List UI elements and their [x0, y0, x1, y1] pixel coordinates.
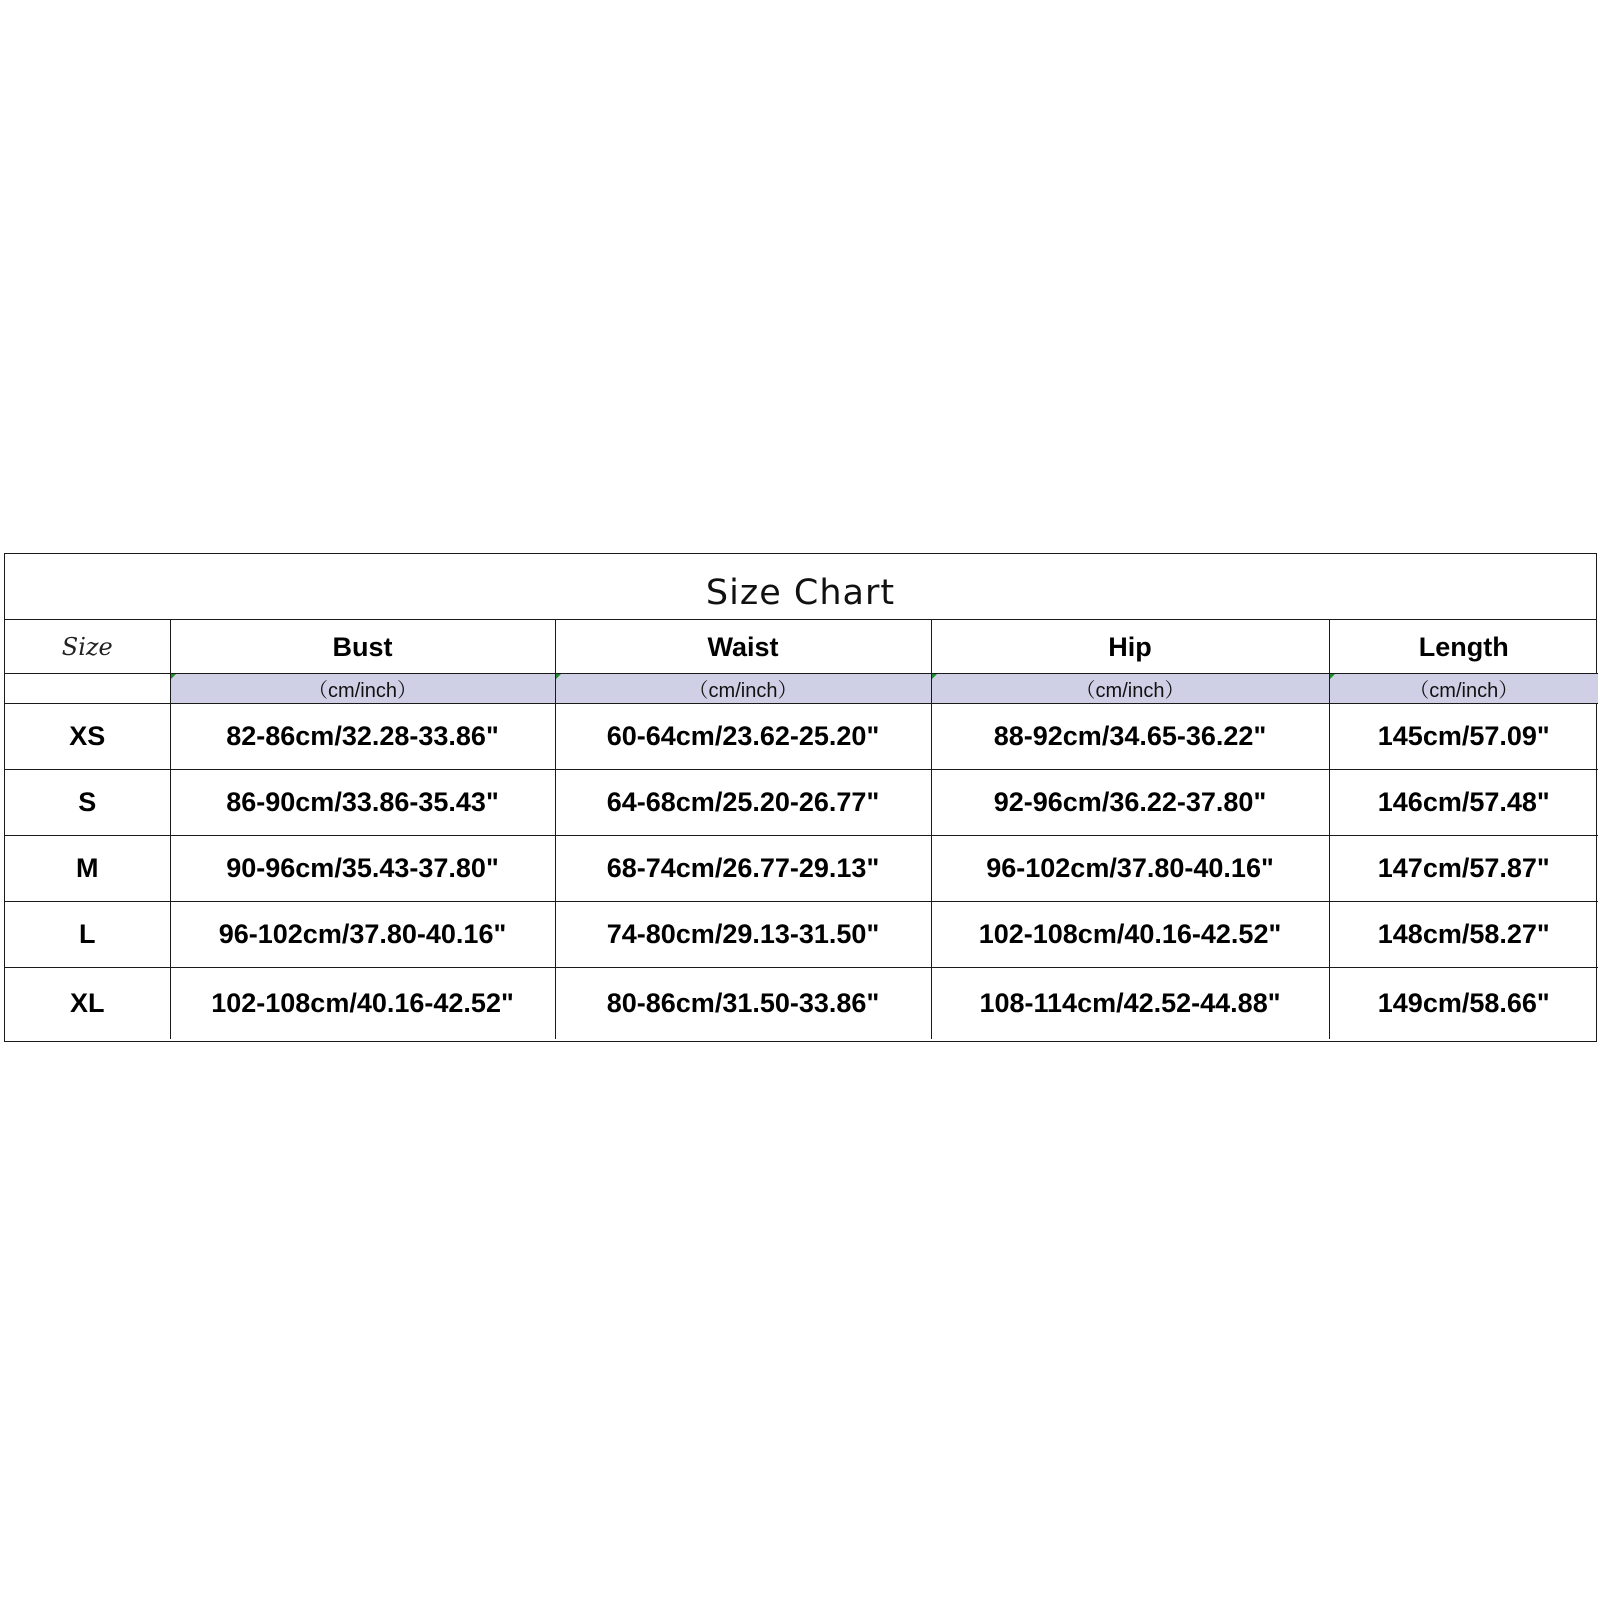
size-column-header: Size — [5, 620, 170, 673]
size-cell: XL — [5, 967, 170, 1039]
unit-row — [5, 673, 1598, 703]
size-cell: XS — [5, 703, 170, 769]
length-unit-cell — [1329, 673, 1598, 703]
table-row — [5, 967, 1598, 1039]
size-chart-table — [4, 553, 1597, 1042]
hip-cell: 92-96cm/36.22-37.80" — [931, 769, 1329, 835]
length-cell: 148cm/58.27" — [1329, 901, 1598, 967]
size-grid — [5, 620, 1598, 1039]
waist-cell: 60-64cm/23.62-25.20" — [555, 703, 931, 769]
length-cell: 145cm/57.09" — [1329, 703, 1598, 769]
size-cell: L — [5, 901, 170, 967]
table-row — [5, 769, 1598, 835]
corner-mark-icon — [932, 674, 937, 679]
length-column-header: Length — [1329, 620, 1598, 673]
corner-mark-icon — [171, 674, 176, 679]
length-cell: 149cm/58.66" — [1329, 967, 1598, 1039]
hip-cell: 102-108cm/40.16-42.52" — [931, 901, 1329, 967]
hip-unit-cell — [931, 673, 1329, 703]
table-row — [5, 703, 1598, 769]
hip-cell: 88-92cm/34.65-36.22" — [931, 703, 1329, 769]
waist-cell: 64-68cm/25.20-26.77" — [555, 769, 931, 835]
size-cell: M — [5, 835, 170, 901]
bust-unit-label: （cm/inch） — [308, 679, 417, 702]
length-unit-label: （cm/inch） — [1409, 679, 1519, 702]
bust-cell: 86-90cm/33.86-35.43" — [170, 769, 555, 835]
waist-cell: 68-74cm/26.77-29.13" — [555, 835, 931, 901]
size-cell: S — [5, 769, 170, 835]
unit-cell-blank — [5, 673, 170, 703]
length-cell: 146cm/57.48" — [1329, 769, 1598, 835]
hip-column-header: Hip — [931, 620, 1329, 673]
bust-cell: 82-86cm/32.28-33.86" — [170, 703, 555, 769]
hip-cell: 108-114cm/42.52-44.88" — [931, 967, 1329, 1039]
header-row — [5, 620, 1598, 673]
table-row — [5, 901, 1598, 967]
waist-cell: 80-86cm/31.50-33.86" — [555, 967, 931, 1039]
bust-unit-cell — [170, 673, 555, 703]
bust-column-header: Bust — [170, 620, 555, 673]
bust-cell: 96-102cm/37.80-40.16" — [170, 901, 555, 967]
waist-unit-label: （cm/inch） — [688, 679, 798, 702]
waist-cell: 74-80cm/29.13-31.50" — [555, 901, 931, 967]
chart-title: Size Chart — [5, 554, 1596, 620]
waist-unit-cell — [555, 673, 931, 703]
hip-cell: 96-102cm/37.80-40.16" — [931, 835, 1329, 901]
length-cell: 147cm/57.87" — [1329, 835, 1598, 901]
corner-mark-icon — [556, 674, 561, 679]
corner-mark-icon — [1330, 674, 1335, 679]
bust-cell: 90-96cm/35.43-37.80" — [170, 835, 555, 901]
bust-cell: 102-108cm/40.16-42.52" — [170, 967, 555, 1039]
hip-unit-label: （cm/inch） — [1075, 679, 1185, 702]
table-row — [5, 835, 1598, 901]
waist-column-header: Waist — [555, 620, 931, 673]
